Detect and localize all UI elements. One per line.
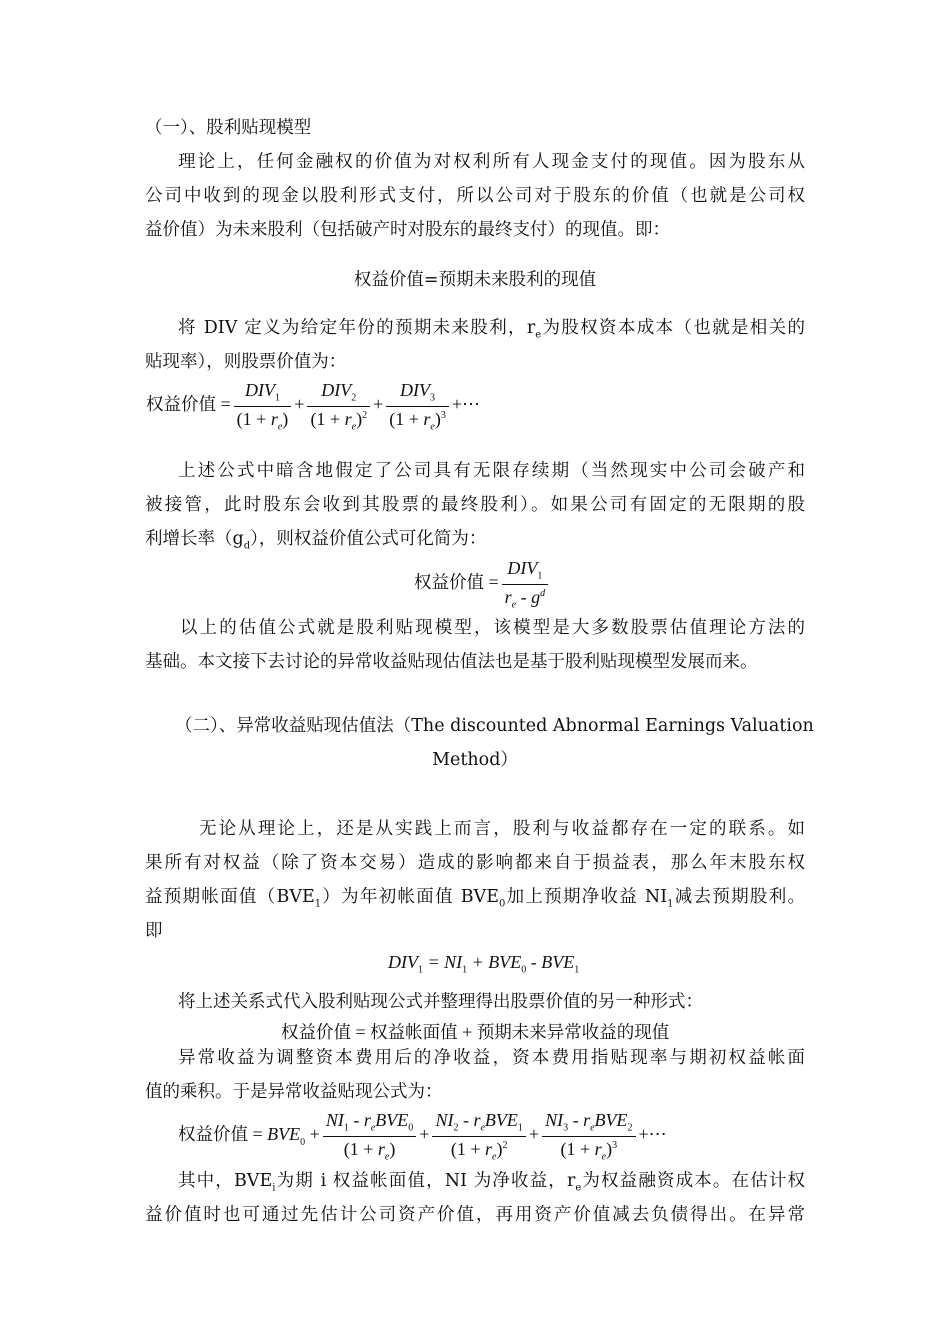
paragraph-line: 贴现率），则股票价值为： — [145, 352, 347, 372]
paragraph-line: 异常收益为调整资本费用后的净收益，资本费用指贴现率与期初权益帐面 — [178, 1048, 805, 1068]
paragraph-line: 益价值）为未来股利（包括破产时对股东的最终支付）的现值。即： — [145, 220, 670, 240]
paragraph-line: 其中，$BVE_i$为期 i 权益帐面值，NI 为净收益，$r_e$为权益融资成本。在估计权 — [178, 1171, 806, 1194]
paragraph-line: 即 — [145, 921, 163, 941]
equation-dividend-series: 权益价值 = $\frac{DIV_1}{(1 + r_e)}$ + $\frac{DIV_2}{(1 + r_e)^2}$ + $\frac{DIV_3}{(1 + r_e)^3}$ +⋯ — [146, 380, 480, 433]
paragraph-line: 理论上，任何金融权的价值为对权利所有人现金支付的现值。因为股东从 — [178, 152, 805, 172]
section2-heading: （二）、异常收益贴现估值法（The discounted Abnormal Earnings Valuation — [175, 716, 814, 736]
paragraph-line: 无论从理论上，还是从实践上而言，股利与收益都存在一定的联系。如 — [199, 819, 805, 839]
equation-gordon-growth: 权益价值 = $\frac{DIV_1}{r_e - g^d}$ — [414, 558, 551, 610]
centered-formula-text: 权益价值=预期未来股利的现值 — [353, 270, 597, 290]
paragraph-line: 利增长率$(g_d)$，则权益价值公式可化简为： — [145, 529, 487, 552]
paragraph-line: 基础。本文接下去讨论的异常收益贴现估值法也是基于股利贴现模型发展而来。 — [145, 652, 758, 672]
paragraph-line: 被接管，此时股东会收到其股票的最终股利）。如果公司有固定的无限期的股 — [145, 495, 805, 515]
paragraph-line: 益预期帐面值$(BVE_1)$为年初帐面值 $BVE_0$加上预期净收益 $NI_1$减去预期股利。 — [145, 887, 805, 910]
equation-clean-surplus: $DIV_1 = NI_1 + BVE_0 - BVE_1$ — [388, 952, 580, 976]
equation-book-value-plus-abnormal: 权益价值 = 权益帐面值 + 预期未来异常收益的现值 — [281, 1022, 670, 1043]
equation-abnormal-earnings: 权益价值 = $BVE_0$ + $\frac{NI_1 - r_eBVE_0}{(1 + r_e)}$ + $\frac{NI_2 - r_eBVE_1}{(1 + r_e)^2}$ + $\frac{NI_3 - r_eBVE_2}{(1 + r_e)^3}$ +⋯ — [178, 1110, 667, 1163]
paragraph-line: 公司中收到的现金以股利形式支付，所以公司对于股东的价值（也就是公司权 — [145, 186, 805, 206]
paragraph-line: 果所有对权益（除了资本交易）造成的影响都来自于损益表，那么年末股东权 — [145, 853, 805, 873]
paragraph-line: 上述公式中暗含地假定了公司具有无限存续期（当然现实中公司会破产和 — [178, 461, 805, 481]
section2-heading-cont: Method） — [432, 750, 518, 770]
section1-heading: （一）、股利贴现模型 — [145, 118, 312, 138]
paragraph-line: 以上的估值公式就是股利贴现模型，该模型是大多数股票估值理论方法的 — [180, 618, 805, 638]
paragraph-line: 将 DIV 定义为给定年份的预期未来股利，$r_e$为股权资本成本（也就是相关的 — [178, 318, 805, 341]
paragraph-line: 将上述关系式代入股利贴现公式并整理得出股票价值的另一种形式： — [178, 992, 703, 1012]
paragraph-line: 益价值时也可通过先估计公司资产价值，再用资产价值减去负债得出。在异常 — [145, 1205, 805, 1225]
paragraph-line: 值的乘积。于是异常收益贴现公式为： — [145, 1082, 443, 1102]
